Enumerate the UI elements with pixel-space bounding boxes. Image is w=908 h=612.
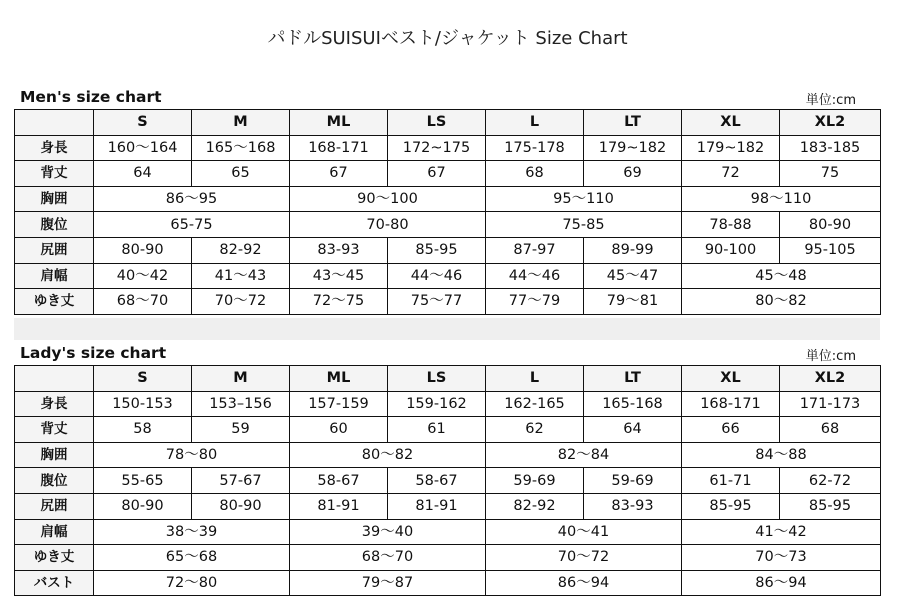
mens-size-table xyxy=(14,109,881,315)
measurement-value: 68〜70 xyxy=(94,289,192,315)
measurement-row xyxy=(15,493,881,519)
measurement-value: 171-173 xyxy=(780,391,881,417)
measurement-row xyxy=(15,417,881,443)
measurement-value: 38〜39 xyxy=(94,519,290,545)
page-title: パドルSUISUIベスト/ジャケット Size Chart xyxy=(267,28,628,49)
measurement-value: 75〜77 xyxy=(388,289,486,315)
measurement-row xyxy=(15,391,881,417)
measurement-value: 153–156 xyxy=(192,391,290,417)
measurement-value: 160〜164 xyxy=(94,135,192,161)
measurement-value: 80-90 xyxy=(192,493,290,519)
measurement-value: 80〜82 xyxy=(682,289,881,315)
measurement-value: 95-105 xyxy=(780,237,881,263)
measurement-value: 81-91 xyxy=(290,493,388,519)
measurement-value: 70〜73 xyxy=(682,545,881,571)
measurement-row xyxy=(15,570,881,596)
size-header-cell: XL xyxy=(682,366,780,392)
measurement-value: 165〜168 xyxy=(192,135,290,161)
size-header-cell: L xyxy=(486,110,584,136)
measurement-value: 82〜84 xyxy=(486,442,682,468)
measurement-value: 44〜46 xyxy=(388,263,486,289)
mens-unit-label: 単位:cm xyxy=(805,93,856,108)
measurement-value: 86〜94 xyxy=(682,570,881,596)
measurement-value: 95〜110 xyxy=(486,186,682,212)
measurement-value: 79〜87 xyxy=(290,570,486,596)
measurement-value: 61 xyxy=(388,417,486,443)
measurement-value: 69 xyxy=(584,161,682,187)
measurement-value: 157-159 xyxy=(290,391,388,417)
measurement-value: 86〜94 xyxy=(486,570,682,596)
measurement-row xyxy=(15,186,881,212)
mens-section-title: Men's size chart xyxy=(20,88,162,106)
size-header-row xyxy=(15,366,881,392)
measurement-value: 85-95 xyxy=(388,237,486,263)
header-corner-cell xyxy=(15,110,94,136)
measurement-value: 84〜88 xyxy=(682,442,881,468)
measurement-value: 86〜95 xyxy=(94,186,290,212)
measurement-value: 59-69 xyxy=(486,468,584,494)
measurement-value: 75 xyxy=(780,161,881,187)
ladies-section-title: Lady's size chart xyxy=(20,344,167,362)
measurement-value: 175-178 xyxy=(486,135,584,161)
measurement-value: 41〜42 xyxy=(682,519,881,545)
size-header-cell: ML xyxy=(290,366,388,392)
measurement-value: 40〜41 xyxy=(486,519,682,545)
measurement-row xyxy=(15,468,881,494)
size-header-cell: XL2 xyxy=(780,110,881,136)
size-header-cell: ML xyxy=(290,110,388,136)
measurement-label: 背丈 xyxy=(15,161,94,187)
measurement-value: 80-90 xyxy=(780,212,881,238)
header-corner-cell xyxy=(15,366,94,392)
measurement-value: 60 xyxy=(290,417,388,443)
measurement-value: 65〜68 xyxy=(94,545,290,571)
measurement-value: 58 xyxy=(94,417,192,443)
measurement-row xyxy=(15,442,881,468)
measurement-label: 尻囲 xyxy=(15,493,94,519)
measurement-value: 78〜80 xyxy=(94,442,290,468)
measurement-value: 68 xyxy=(780,417,881,443)
section-divider xyxy=(14,318,880,340)
measurement-row xyxy=(15,263,881,289)
measurement-value: 39〜40 xyxy=(290,519,486,545)
measurement-value: 59-69 xyxy=(584,468,682,494)
measurement-value: 70-80 xyxy=(290,212,486,238)
measurement-value: 98〜110 xyxy=(682,186,881,212)
ladies-size-table xyxy=(14,365,881,596)
measurement-value: 40〜42 xyxy=(94,263,192,289)
measurement-label: 胸囲 xyxy=(15,186,94,212)
measurement-value: 43〜45 xyxy=(290,263,388,289)
measurement-label: 尻囲 xyxy=(15,237,94,263)
size-header-cell: S xyxy=(94,110,192,136)
measurement-value: 67 xyxy=(290,161,388,187)
measurement-value: 85-95 xyxy=(780,493,881,519)
measurement-value: 80-90 xyxy=(94,493,192,519)
measurement-label: ゆき丈 xyxy=(15,545,94,571)
size-header-cell: LT xyxy=(584,366,682,392)
size-header-cell: LS xyxy=(388,366,486,392)
size-header-cell: M xyxy=(192,110,290,136)
measurement-row xyxy=(15,135,881,161)
measurement-value: 62 xyxy=(486,417,584,443)
measurement-value: 90〜100 xyxy=(290,186,486,212)
measurement-value: 85-95 xyxy=(682,493,780,519)
measurement-value: 72〜75 xyxy=(290,289,388,315)
measurement-value: 90-100 xyxy=(682,237,780,263)
measurement-value: 82-92 xyxy=(486,493,584,519)
measurement-value: 67 xyxy=(388,161,486,187)
measurement-row xyxy=(15,237,881,263)
measurement-row xyxy=(15,161,881,187)
measurement-value: 168-171 xyxy=(290,135,388,161)
measurement-value: 83-93 xyxy=(290,237,388,263)
measurement-value: 172~175 xyxy=(388,135,486,161)
measurement-value: 58-67 xyxy=(290,468,388,494)
measurement-value: 44〜46 xyxy=(486,263,584,289)
measurement-label: 腹位 xyxy=(15,212,94,238)
measurement-value: 41〜43 xyxy=(192,263,290,289)
measurement-label: バスト xyxy=(15,570,94,596)
measurement-value: 70〜72 xyxy=(486,545,682,571)
measurement-label: 背丈 xyxy=(15,417,94,443)
measurement-value: 82-92 xyxy=(192,237,290,263)
size-header-cell: L xyxy=(486,366,584,392)
measurement-label: 肩幅 xyxy=(15,263,94,289)
measurement-value: 87-97 xyxy=(486,237,584,263)
measurement-value: 80-90 xyxy=(94,237,192,263)
measurement-value: 159-162 xyxy=(388,391,486,417)
measurement-label: 腹位 xyxy=(15,468,94,494)
measurement-value: 72〜80 xyxy=(94,570,290,596)
measurement-value: 45〜47 xyxy=(584,263,682,289)
measurement-value: 179~182 xyxy=(584,135,682,161)
measurement-value: 57-67 xyxy=(192,468,290,494)
size-header-cell: XL xyxy=(682,110,780,136)
measurement-value: 64 xyxy=(94,161,192,187)
measurement-value: 81-91 xyxy=(388,493,486,519)
measurement-value: 65-75 xyxy=(94,212,290,238)
measurement-value: 150-153 xyxy=(94,391,192,417)
measurement-value: 66 xyxy=(682,417,780,443)
measurement-label: 胸囲 xyxy=(15,442,94,468)
measurement-value: 179~182 xyxy=(682,135,780,161)
measurement-value: 59 xyxy=(192,417,290,443)
measurement-value: 58-67 xyxy=(388,468,486,494)
measurement-value: 168-171 xyxy=(682,391,780,417)
measurement-value: 70〜72 xyxy=(192,289,290,315)
measurement-value: 89-99 xyxy=(584,237,682,263)
measurement-value: 79〜81 xyxy=(584,289,682,315)
measurement-value: 165-168 xyxy=(584,391,682,417)
measurement-value: 183-185 xyxy=(780,135,881,161)
measurement-value: 77〜79 xyxy=(486,289,584,315)
measurement-value: 55-65 xyxy=(94,468,192,494)
measurement-label: ゆき丈 xyxy=(15,289,94,315)
measurement-row xyxy=(15,519,881,545)
measurement-value: 62-72 xyxy=(780,468,881,494)
size-header-cell: LS xyxy=(388,110,486,136)
size-header-cell: XL2 xyxy=(780,366,881,392)
measurement-row xyxy=(15,212,881,238)
measurement-label: 身長 xyxy=(15,135,94,161)
size-header-cell: M xyxy=(192,366,290,392)
ladies-unit-label: 単位:cm xyxy=(805,349,856,364)
size-header-row xyxy=(15,110,881,136)
measurement-value: 65 xyxy=(192,161,290,187)
measurement-value: 68〜70 xyxy=(290,545,486,571)
measurement-label: 身長 xyxy=(15,391,94,417)
measurement-value: 61-71 xyxy=(682,468,780,494)
size-header-cell: S xyxy=(94,366,192,392)
measurement-row xyxy=(15,545,881,571)
measurement-value: 75-85 xyxy=(486,212,682,238)
measurement-value: 45〜48 xyxy=(682,263,881,289)
measurement-label: 肩幅 xyxy=(15,519,94,545)
measurement-row xyxy=(15,289,881,315)
measurement-value: 78-88 xyxy=(682,212,780,238)
measurement-value: 162-165 xyxy=(486,391,584,417)
measurement-value: 64 xyxy=(584,417,682,443)
measurement-value: 83-93 xyxy=(584,493,682,519)
measurement-value: 68 xyxy=(486,161,584,187)
measurement-value: 80〜82 xyxy=(290,442,486,468)
measurement-value: 72 xyxy=(682,161,780,187)
size-header-cell: LT xyxy=(584,110,682,136)
